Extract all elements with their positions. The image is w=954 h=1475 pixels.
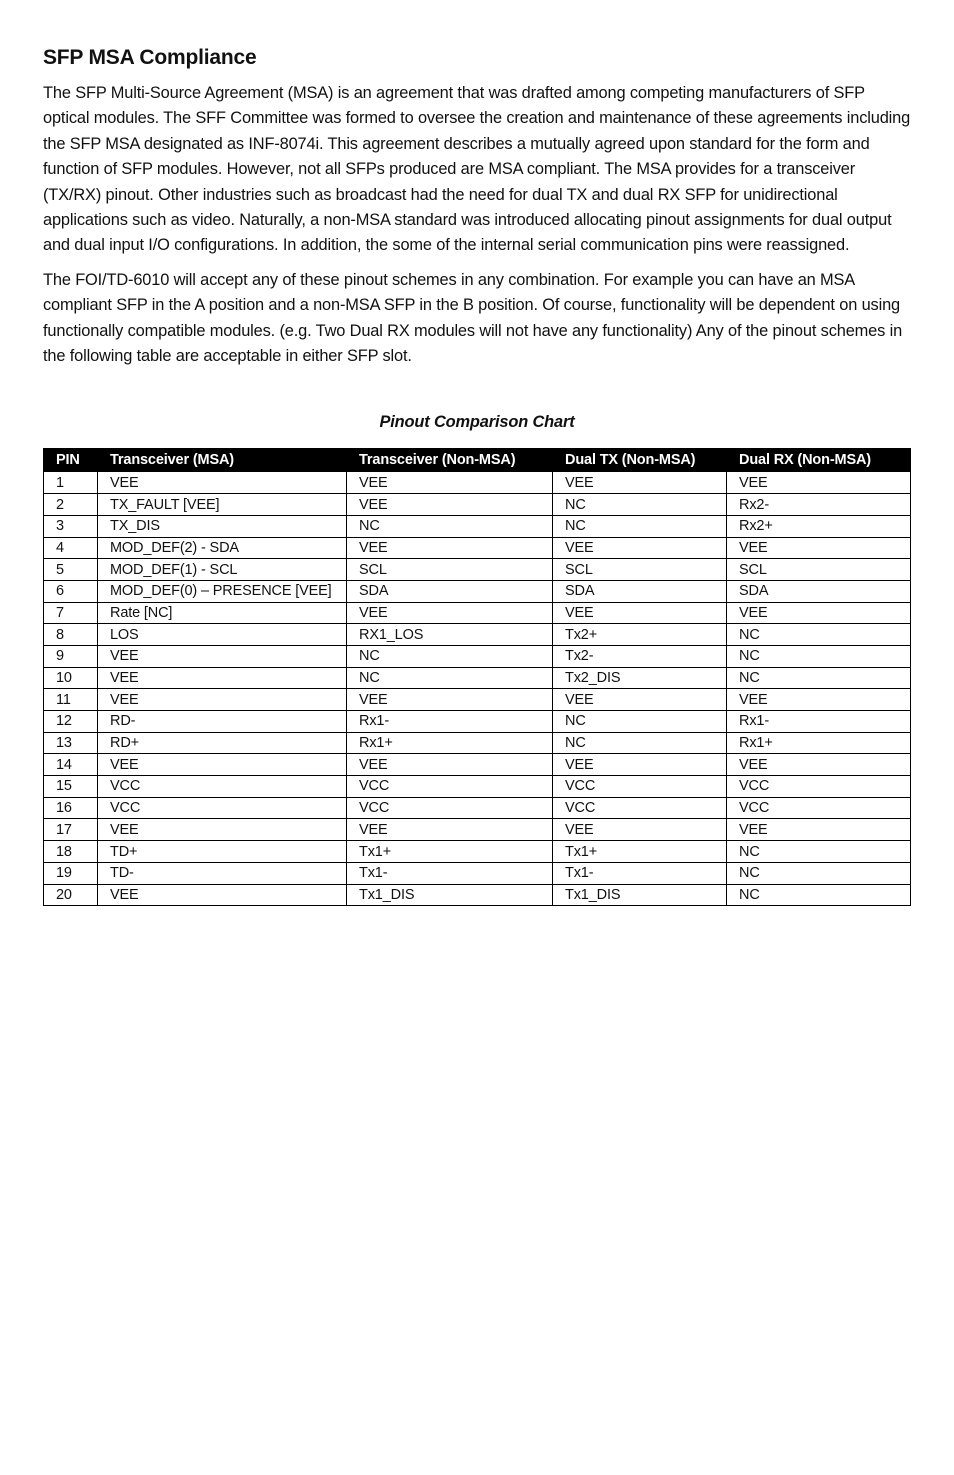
cell-dual-tx: Tx2- <box>553 645 727 667</box>
cell-dual-tx: VCC <box>553 776 727 798</box>
cell-dual-tx: Tx2+ <box>553 624 727 646</box>
cell-dual-rx: VEE <box>727 537 911 559</box>
cell-pin: 15 <box>44 776 98 798</box>
cell-pin: 3 <box>44 515 98 537</box>
cell-transceiver-non-msa: VEE <box>347 819 553 841</box>
cell-transceiver-non-msa: RX1_LOS <box>347 624 553 646</box>
cell-transceiver-msa: TX_FAULT [VEE] <box>98 494 347 516</box>
table-row <box>44 754 911 776</box>
table-row <box>44 537 911 559</box>
cell-dual-rx: VEE <box>727 472 911 494</box>
cell-pin: 9 <box>44 645 98 667</box>
cell-transceiver-non-msa: Rx1- <box>347 711 553 733</box>
cell-pin: 8 <box>44 624 98 646</box>
cell-dual-tx: VEE <box>553 754 727 776</box>
cell-transceiver-msa: MOD_DEF(0) – PRESENCE [VEE] <box>98 580 347 602</box>
cell-dual-tx: NC <box>553 515 727 537</box>
table-row <box>44 819 911 841</box>
column-header-transceiver-non-msa: Transceiver (Non-MSA) <box>347 449 553 472</box>
cell-transceiver-msa: VCC <box>98 797 347 819</box>
table-header-row <box>44 449 911 472</box>
cell-dual-rx: Rx2- <box>727 494 911 516</box>
cell-dual-tx: VEE <box>553 602 727 624</box>
cell-pin: 7 <box>44 602 98 624</box>
cell-dual-tx: Tx2_DIS <box>553 667 727 689</box>
cell-pin: 2 <box>44 494 98 516</box>
cell-transceiver-msa: TD+ <box>98 841 347 863</box>
table-row <box>44 732 911 754</box>
cell-dual-rx: VCC <box>727 797 911 819</box>
column-header-pin: PIN <box>44 449 98 472</box>
table-row <box>44 862 911 884</box>
cell-pin: 10 <box>44 667 98 689</box>
table-row <box>44 797 911 819</box>
cell-dual-tx: VEE <box>553 472 727 494</box>
cell-dual-tx: VEE <box>553 537 727 559</box>
cell-dual-rx: NC <box>727 645 911 667</box>
cell-dual-rx: VCC <box>727 776 911 798</box>
cell-pin: 17 <box>44 819 98 841</box>
column-header-transceiver-msa: Transceiver (MSA) <box>98 449 347 472</box>
table-row <box>44 494 911 516</box>
column-header-dual-rx: Dual RX (Non-MSA) <box>727 449 911 472</box>
cell-dual-rx: VEE <box>727 602 911 624</box>
cell-transceiver-non-msa: SDA <box>347 580 553 602</box>
cell-pin: 14 <box>44 754 98 776</box>
pinout-comparison-table <box>43 448 911 906</box>
cell-pin: 18 <box>44 841 98 863</box>
cell-transceiver-non-msa: NC <box>347 515 553 537</box>
table-row <box>44 645 911 667</box>
cell-dual-tx: Tx1_DIS <box>553 884 727 906</box>
cell-dual-tx: NC <box>553 711 727 733</box>
cell-transceiver-msa: Rate [NC] <box>98 602 347 624</box>
cell-transceiver-msa: MOD_DEF(1) - SCL <box>98 559 347 581</box>
cell-pin: 11 <box>44 689 98 711</box>
cell-pin: 6 <box>44 580 98 602</box>
cell-transceiver-non-msa: VEE <box>347 602 553 624</box>
cell-dual-rx: VEE <box>727 819 911 841</box>
cell-transceiver-non-msa: VCC <box>347 776 553 798</box>
cell-transceiver-msa: VEE <box>98 819 347 841</box>
cell-dual-tx: Tx1- <box>553 862 727 884</box>
table-row <box>44 841 911 863</box>
cell-pin: 13 <box>44 732 98 754</box>
cell-dual-tx: SCL <box>553 559 727 581</box>
cell-dual-tx: VEE <box>553 689 727 711</box>
cell-transceiver-non-msa: VEE <box>347 472 553 494</box>
cell-dual-rx: VEE <box>727 689 911 711</box>
cell-dual-rx: NC <box>727 624 911 646</box>
cell-transceiver-msa: TD- <box>98 862 347 884</box>
cell-pin: 20 <box>44 884 98 906</box>
cell-transceiver-non-msa: Rx1+ <box>347 732 553 754</box>
cell-dual-tx: NC <box>553 494 727 516</box>
table-row <box>44 472 911 494</box>
cell-transceiver-non-msa: Tx1+ <box>347 841 553 863</box>
table-row <box>44 624 911 646</box>
table-row <box>44 559 911 581</box>
cell-dual-rx: SDA <box>727 580 911 602</box>
table-row <box>44 689 911 711</box>
cell-dual-rx: VEE <box>727 754 911 776</box>
cell-pin: 16 <box>44 797 98 819</box>
cell-dual-rx: SCL <box>727 559 911 581</box>
cell-transceiver-non-msa: VEE <box>347 494 553 516</box>
cell-transceiver-non-msa: VEE <box>347 689 553 711</box>
cell-pin: 1 <box>44 472 98 494</box>
cell-dual-tx: NC <box>553 732 727 754</box>
cell-dual-rx: NC <box>727 841 911 863</box>
cell-transceiver-non-msa: NC <box>347 667 553 689</box>
cell-transceiver-msa: MOD_DEF(2) - SDA <box>98 537 347 559</box>
cell-transceiver-non-msa: VEE <box>347 537 553 559</box>
cell-transceiver-msa: RD+ <box>98 732 347 754</box>
cell-transceiver-msa: VCC <box>98 776 347 798</box>
cell-dual-tx: Tx1+ <box>553 841 727 863</box>
table-row <box>44 667 911 689</box>
cell-transceiver-non-msa: NC <box>347 645 553 667</box>
table-row <box>44 711 911 733</box>
cell-transceiver-msa: RD- <box>98 711 347 733</box>
column-header-dual-tx: Dual TX (Non-MSA) <box>553 449 727 472</box>
cell-dual-rx: Rx1- <box>727 711 911 733</box>
cell-transceiver-msa: LOS <box>98 624 347 646</box>
table-row <box>44 884 911 906</box>
table-caption: Pinout Comparison Chart <box>379 413 575 432</box>
cell-dual-tx: VCC <box>553 797 727 819</box>
table-body <box>44 472 911 906</box>
document-page <box>43 44 911 906</box>
cell-dual-rx: NC <box>727 862 911 884</box>
cell-transceiver-msa: VEE <box>98 754 347 776</box>
cell-transceiver-non-msa: Tx1_DIS <box>347 884 553 906</box>
cell-pin: 4 <box>44 537 98 559</box>
table-row <box>44 515 911 537</box>
cell-dual-rx: Rx2+ <box>727 515 911 537</box>
cell-dual-tx: VEE <box>553 819 727 841</box>
cell-dual-rx: NC <box>727 667 911 689</box>
cell-transceiver-msa: VEE <box>98 645 347 667</box>
paragraph-pinout-acceptance: The FOI/TD-6010 will accept any of these pinout schemes in any combination. For example you can have an MSA compliant SFP in the A position and a non-MSA SFP in the B position. Of course, functionality will be dependent on using functionally compatible modules. (e.g. Two Dual RX modules will not have any functionality) Any of the pinout schemes in the following table are acceptable in either SFP slot. <box>43 270 903 366</box>
cell-transceiver-non-msa: VEE <box>347 754 553 776</box>
cell-transceiver-msa: TX_DIS <box>98 515 347 537</box>
cell-transceiver-msa: VEE <box>98 689 347 711</box>
cell-transceiver-msa: VEE <box>98 884 347 906</box>
cell-transceiver-non-msa: VCC <box>347 797 553 819</box>
section-heading: SFP MSA Compliance <box>43 46 257 69</box>
cell-dual-rx: Rx1+ <box>727 732 911 754</box>
table-row <box>44 580 911 602</box>
cell-transceiver-non-msa: Tx1- <box>347 862 553 884</box>
table-row <box>44 776 911 798</box>
table-row <box>44 602 911 624</box>
cell-transceiver-msa: VEE <box>98 472 347 494</box>
paragraph-msa-overview: The SFP Multi-Source Agreement (MSA) is an agreement that was drafted among competing manufacturers of SFP optical modules. The SFF Committee was formed to oversee the creation and maintenance of these agreements including the SFP MSA designated as INF-8074i. This agreement describes a mutually agreed upon standard for the form and function of SFP modules. However, not all SFPs produced are MSA compliant. The MSA provides for a transceiver (TX/RX) pinout. Other industries such as broadcast had the need for dual TX and dual RX SFP for unidirectional applications such as video. Naturally, a non-MSA standard was introduced allocating pinout assignments for dual output and dual input I/O configurations. In addition, the some of the internal serial communication pins were reassigned. <box>43 84 911 255</box>
cell-transceiver-msa: VEE <box>98 667 347 689</box>
cell-pin: 12 <box>44 711 98 733</box>
cell-dual-tx: SDA <box>553 580 727 602</box>
cell-dual-rx: NC <box>727 884 911 906</box>
cell-pin: 5 <box>44 559 98 581</box>
cell-transceiver-non-msa: SCL <box>347 559 553 581</box>
cell-pin: 19 <box>44 862 98 884</box>
